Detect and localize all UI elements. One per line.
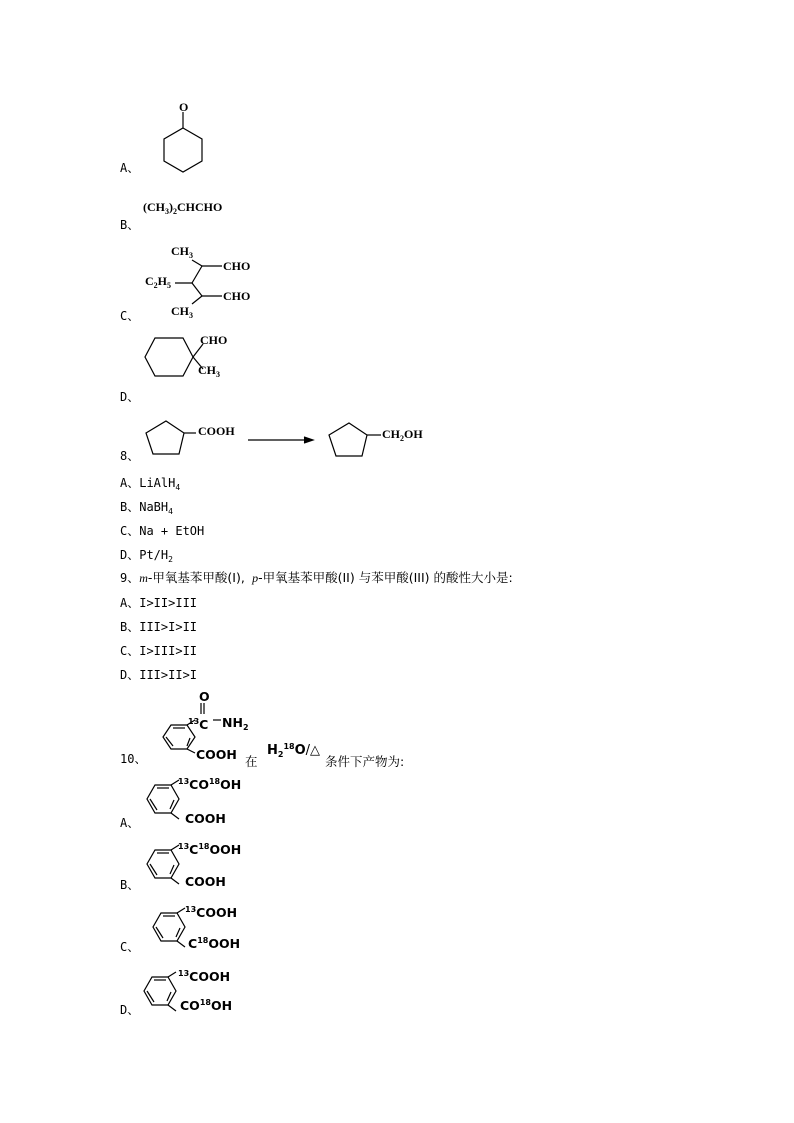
option-d-top-group: $^{13}$COOH (178, 969, 231, 984)
methyl-top-label: $CH_3$ (171, 244, 193, 260)
isobutyraldehyde-formula: $(CH_3)_2CHCHO$ (143, 200, 223, 216)
ethyl-label: $C_2H_5$ (145, 274, 172, 290)
q8-option-d: D、$Pt/H_2$ (120, 548, 173, 564)
q10-option-b-label: B、 (120, 878, 140, 892)
q9-option-a: A、I>II>III (120, 596, 198, 610)
q8-option-b: B、NaBH$_4$ (120, 500, 173, 516)
reagent-water-label: $H_2^{18}O/\triangle$ (267, 742, 321, 759)
aldehyde-top-label: CHO (223, 259, 251, 273)
q8-option-a: A、LiAlH$_4$ (120, 476, 181, 492)
condition-tail-label: 条件下产物为: (325, 754, 405, 769)
q10-option-d-label: D、 (120, 1003, 140, 1017)
q9-question: 9、m-甲氧基苯甲酸(I), p-甲氧基苯甲酸(II) 与苯甲酸(III) 的酸性大小是: (120, 570, 513, 585)
option-a-top-group: $^{13}$CO$^{18}$OH (178, 777, 242, 792)
q10-option-a-label: A、 (120, 816, 140, 830)
q8-option-c: C、Na + EtOH (120, 524, 205, 538)
dialdehyde-skeleton (170, 255, 230, 310)
reaction-arrow (248, 436, 318, 446)
q10-option-c-label: C、 (120, 940, 140, 954)
condition-in-label: 在 (245, 754, 258, 769)
cyclopentane-product (329, 423, 384, 463)
option-c-top-group: $^{13}$COOH (185, 905, 238, 920)
carboxyl-label: COOH (198, 424, 235, 438)
phthalamic-acid-structure (155, 700, 225, 760)
q9-option-c: C、I>III>II (120, 644, 198, 658)
methyl-label: $CH_3$ (198, 363, 220, 379)
cyclopentane-reactant (146, 421, 196, 461)
cyclohexanone-structure (160, 112, 210, 172)
q8-number: 8、 (120, 449, 140, 463)
q7-option-b-label: B、 (120, 218, 140, 232)
q7-option-c-label: C、 (120, 309, 140, 323)
aldehyde-bottom-label: CHO (223, 289, 251, 303)
aldehyde-label: CHO (200, 333, 228, 347)
q9-option-b: B、III>I>II (120, 620, 198, 634)
option-b-bottom-group: COOH (185, 874, 226, 889)
q10-number: 10、 (120, 752, 147, 766)
q9-option-d: D、III>II>I (120, 668, 198, 682)
amide-carbon-label: $^{13}$C (188, 717, 209, 732)
ketone-oxygen-label: O (179, 100, 189, 114)
q7-option-d-label: D、 (120, 390, 140, 404)
carboxyl-label-q10: COOH (196, 747, 237, 762)
q7-option-a-label: A、 (120, 161, 140, 175)
methyl-bottom-label: $CH_3$ (171, 304, 193, 320)
amide-oxygen-label: O (199, 689, 210, 704)
option-d-bottom-group: CO$^{18}$OH (180, 998, 233, 1013)
option-b-top-group: $^{13}C^{18}OOH$ (178, 842, 242, 857)
option-a-bottom-group: COOH (185, 811, 226, 826)
option-c-bottom-group: $C^{18}OOH$ (188, 936, 241, 951)
amino-label: $NH_2$ (222, 715, 249, 732)
hydroxymethyl-label: $CH_2OH$ (382, 427, 423, 443)
